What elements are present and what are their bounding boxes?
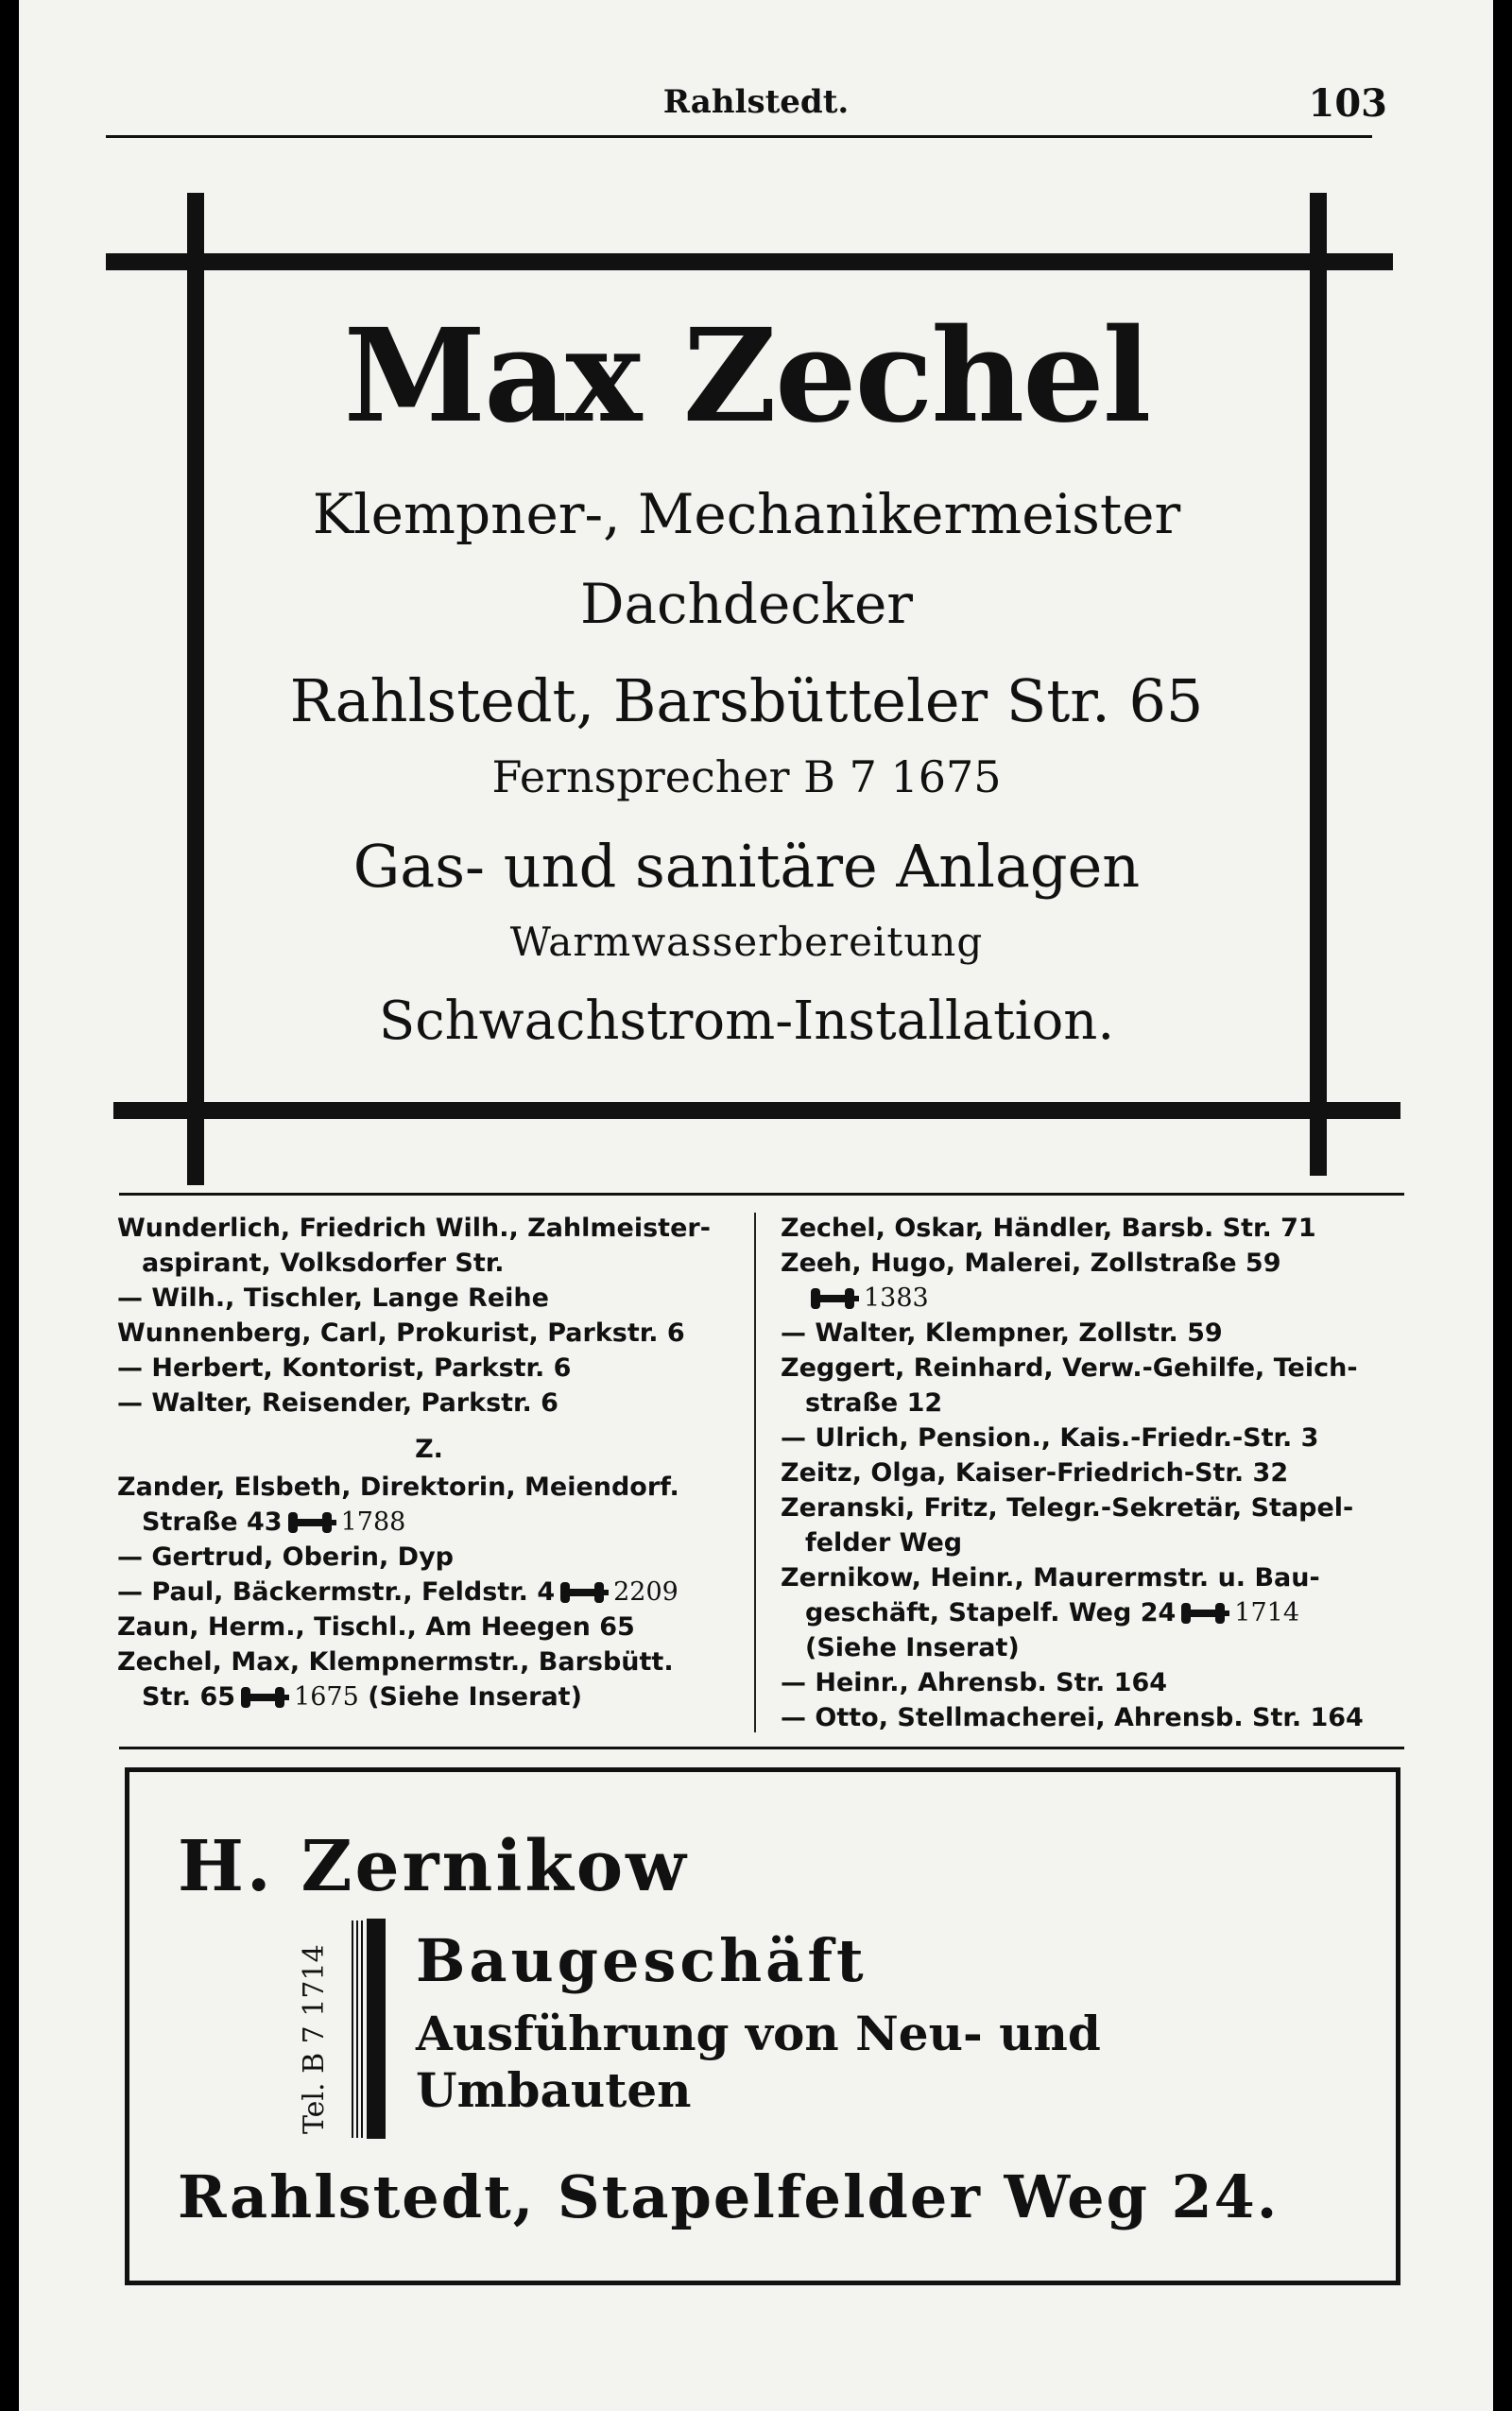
listing-entry: Zander, Elsbeth, Direktorin, Meiendorf. [117, 1472, 679, 1502]
ad-frame-right-bar [1310, 193, 1327, 1176]
listing-top-rule [119, 1193, 1404, 1196]
ad-phone-line: Fernsprecher B 7 1675 [491, 751, 1002, 802]
listing-entry: — Ulrich, Pension., Kais.-Friedr.-Str. 3 [781, 1423, 1319, 1453]
listing-entry: — Heinr., Ahrensb. Str. 164 [781, 1668, 1168, 1697]
listing-entry: Wunnenberg, Carl, Prokurist, Parkstr. 6 [117, 1318, 685, 1348]
listing-entry-continued [117, 1679, 741, 1714]
listing-column-left [117, 1211, 741, 1714]
listing-entry-continued: aspirant, Volksdorfer Str. [142, 1249, 505, 1278]
page-number: 103 [1308, 81, 1387, 126]
listing-entry [117, 1575, 741, 1610]
ad-zernikow-telephone [293, 1919, 336, 2136]
directory-page [19, 0, 1493, 2411]
ad-frame-top-bar [106, 253, 1393, 270]
ad-zernikow-vertical-bar [367, 1919, 386, 2139]
entry-text: Straße 43 [142, 1507, 283, 1537]
ad-zernikow-telephone-text: Tel. B 7 1714 [298, 1944, 331, 2134]
ad-company-name: Max Zechel [343, 301, 1150, 452]
listing-entry-continued: felder Weg [805, 1528, 963, 1558]
listing-entry: — Walter, Reisender, Parkstr. 6 [117, 1388, 558, 1418]
listing-entry-continued [781, 1281, 1404, 1316]
listing-entry: Zernikow, Heinr., Maurermstr. u. Bau- [781, 1563, 1320, 1593]
telephone-receiver-icon [239, 1685, 290, 1710]
letter-section-heading: Z. [415, 1435, 443, 1464]
running-header-title: Rahlstedt. [662, 83, 850, 121]
telephone-receiver-icon [1179, 1601, 1230, 1626]
column-divider [754, 1213, 756, 1732]
ad-trade-line: Klempner-, Mechanikermeister [312, 482, 1181, 546]
telephone-number: 2209 [613, 1577, 679, 1607]
listing-entry: — Wilh., Tischler, Lange Reihe [117, 1283, 549, 1313]
ad-trade-line-2: Dachdecker [579, 572, 914, 636]
telephone-receiver-icon [809, 1286, 860, 1311]
listing-entry: — Walter, Klempner, Zollstr. 59 [781, 1318, 1223, 1348]
listing-entry: Zeitz, Olga, Kaiser-Friedrich-Str. 32 [781, 1458, 1289, 1488]
ad-zernikow-service: Ausführung von Neu- und [416, 2006, 1101, 2061]
ad-zernikow-trade: Baugeschäft [416, 1926, 868, 1995]
listing-bottom-rule [119, 1747, 1404, 1749]
listing-entry-continued [117, 1505, 741, 1540]
telephone-receiver-icon [286, 1510, 337, 1535]
ad-zernikow-service-2: Umbauten [416, 2062, 692, 2118]
telephone-number: 1383 [864, 1283, 929, 1313]
listing-entry-continued: (Siehe Inserat) [805, 1633, 1020, 1662]
ad-zernikow-name: H. Zernikow [178, 1826, 689, 1907]
listing-entry: Zechel, Max, Klempnermstr., Barsbütt. [117, 1647, 674, 1677]
listing-entry-continued [781, 1595, 1404, 1630]
ad-service-line: Gas- und sanitäre Anlagen [352, 832, 1141, 901]
listing-entry: Zeeh, Hugo, Malerei, Zollstraße 59 [781, 1249, 1281, 1278]
listing-entry: — Herbert, Kontorist, Parkstr. 6 [117, 1353, 572, 1383]
listing-entry: Wunderlich, Friedrich Wilh., Zahlmeister- [117, 1214, 711, 1243]
listing-column-right [781, 1211, 1404, 1735]
ad-zernikow-decorative-lines [352, 1920, 367, 2138]
listing-entry: Zeranski, Fritz, Telegr.-Sekretär, Stapel- [781, 1493, 1354, 1523]
ad-service-line-2: Warmwasserbereitung [509, 919, 984, 965]
listing-entry: — Otto, Stellmacherei, Ahrensb. Str. 164 [781, 1703, 1364, 1732]
header-rule [106, 135, 1372, 138]
listing-entry-continued: straße 12 [805, 1388, 943, 1418]
ad-zernikow-address: Rahlstedt, Stapelfelder Weg 24. [178, 2162, 1280, 2231]
telephone-receiver-icon [558, 1580, 610, 1605]
entry-note: (Siehe Inserat) [368, 1682, 582, 1712]
entry-text: — Paul, Bäckermstr., Feldstr. 4 [117, 1577, 556, 1607]
entry-text: Str. 65 [142, 1682, 236, 1712]
entry-text: geschäft, Stapelf. Weg 24 [805, 1598, 1177, 1627]
listing-entry: — Gertrud, Oberin, Dyp [117, 1542, 454, 1572]
telephone-number: 1714 [1234, 1598, 1300, 1627]
ad-service-line-3: Schwachstrom-Installation. [378, 990, 1115, 1052]
listing-entry: Zeggert, Reinhard, Verw.-Gehilfe, Teich- [781, 1353, 1358, 1383]
ad-frame-bottom-bar [113, 1102, 1400, 1119]
telephone-number: 1675 [294, 1682, 359, 1712]
telephone-number: 1788 [340, 1507, 406, 1537]
ad-address-line: Rahlstedt, Barsbütteler Str. 65 [289, 666, 1204, 735]
listing-entry: Zechel, Oskar, Händler, Barsb. Str. 71 [781, 1214, 1316, 1243]
listing-entry: Zaun, Herm., Tischl., Am Heegen 65 [117, 1612, 635, 1642]
